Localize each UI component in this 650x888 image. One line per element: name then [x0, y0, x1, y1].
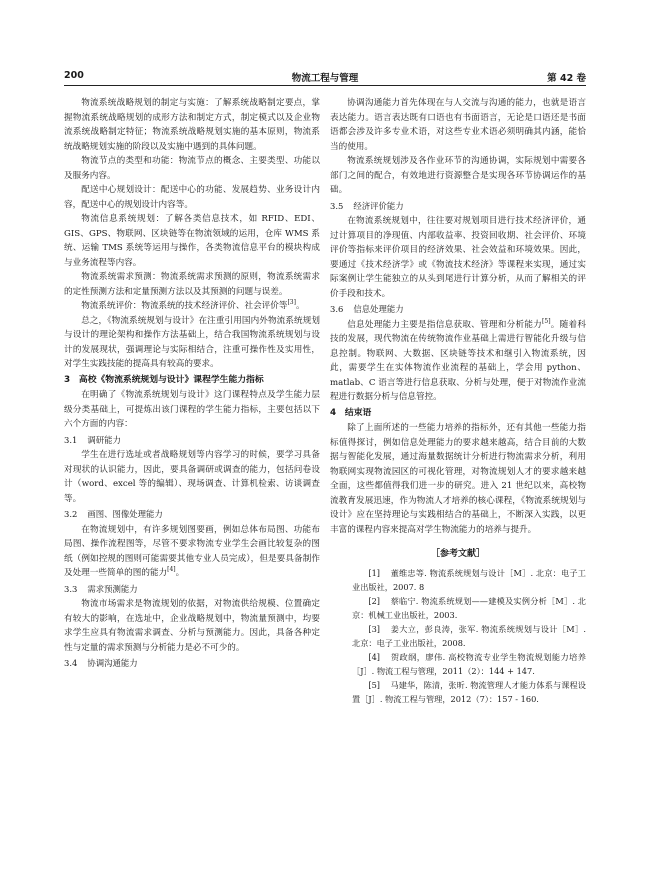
- reference-text: 姜大立，彭良涛，张军. 物流系统规划与设计［M］. 北京：电子工业出版社，2008.: [352, 623, 586, 648]
- paragraph: 物流系统规划涉及各作业环节的沟通协调，实际规划中需要各部门之间的配合，有效地进行资源整合是实现各环节协调运作的基础。: [330, 156, 586, 195]
- reference-number: [3]: [368, 623, 380, 634]
- subsection-3-5-heading: [330, 199, 586, 214]
- paragraph: 除了上面所述的一些能力培养的指标外，还有其他一些能力指标值得探讨，例如信息处理能力的要求越来越高，结合目前的大数据与智能化发展，通过海量数据统计分析进行物流需求分析，利用物联网实现物流园区的可视化管理，对物流规划人才的要求越来越全面，这些都值得我们进一步的研究。进入 21 世纪以来，高校物流教育发展迅速，作为物流人才培养的核心课程，《物流系统规划与设计》应在坚持理论与实践相结合的基础上，不断深入实践，以更丰富的课程内容来提高对学生物流能力的培养与提升。: [330, 423, 586, 535]
- reference-number: [4]: [368, 651, 380, 662]
- punctuation: 。: [295, 301, 305, 311]
- paragraph: 在明确了《物流系统规划与设计》这门课程特点及学生能力层级分类基础上，可提炼出该门课程的学生能力指标，主要包括以下六个方面的内容：: [64, 390, 320, 429]
- citation: [5]: [542, 317, 551, 325]
- journal-title: 物流工程与管理: [291, 73, 359, 84]
- paragraph: 物流系统需求预测：物流系统需求预测的原则，物流系统需求的定性预测方法和定量预测方法以及其预测的问题与误差。: [64, 272, 320, 297]
- reference-number: [5]: [368, 679, 380, 690]
- subsection-title: 信息处理能力: [353, 304, 404, 314]
- reference-text: 贺政纲，廖伟. 高校物流专业学生物流规划能力培养［J］. 物流工程与管理，2011（2）：144 + 147.: [352, 651, 586, 676]
- paragraph: 物流信息系统规划：了解各类信息技术，如 RFID、EDI、GIS、GPS、物联网、区块链等在物流领域的运用，仓库 WMS 系统、运输 TMS 系统等运用与操作，各类物流信息平台的模块构成与业务流程等内容。: [64, 214, 320, 268]
- subsection-3-1-heading: [64, 433, 320, 448]
- subsection-number: 3.2: [64, 509, 78, 519]
- citation: [4]: [167, 566, 176, 574]
- paragraph-text: 物流系统评价：物流系统的技术经济评价、社会评价等: [81, 301, 288, 311]
- citation: [3]: [287, 299, 296, 307]
- reference-number: [2]: [368, 595, 380, 606]
- subsection-title: 协调沟通能力: [87, 658, 138, 668]
- volume-label: 第 42 卷: [547, 73, 586, 84]
- page-header: [64, 69, 586, 86]
- subsection-title: 画图、图像处理能力: [87, 509, 163, 519]
- subsection-number: 3.4: [64, 658, 78, 668]
- paragraph: 在物流系统规划中，往往要对规划项目进行技术经济评价，通过计算项目的净现值、内部收益率、投资回收期、社会评价、环境评价等指标来评价项目的经济效果、社会效益和环境效果。因此，要通过《技术经济学》或《物流技术经济》等课程来实现，通过实际案例让学生能独立的从头到尾进行计算分析，从而了解相关的评价手段和技术。: [330, 216, 586, 299]
- reference-item: [330, 650, 586, 678]
- paragraph: [330, 318, 586, 405]
- subsection-title: 调研能力: [87, 434, 121, 445]
- paragraph: [64, 299, 320, 314]
- reference-item: [330, 678, 586, 706]
- reference-text: 蔡临宁. 物流系统规划——建模及实例分析［M］. 北京：机械工业出版社，2003.: [352, 595, 586, 620]
- left-column: [64, 96, 320, 672]
- section-3-heading: 3 高校《物流系统规划与设计》课程学生能力指标: [64, 374, 264, 385]
- punctuation: 。: [175, 568, 185, 578]
- reference-text: 马建华，陈清，张昕. 物流管理人才能力体系与课程设置［J］. 物流工程与管理，2012（7）：157 - 160.: [352, 679, 586, 704]
- paragraph: 物流系统战略规划的制定与实施：了解系统战略制定要点，掌握物流系统战略规划的成形方法和制定方式，制定模式以及企业物流系统战略制定特征；物流系统战略规划实施的基本原则，物流系统战略规划实施的阶段以及实施中遇到的具体问题。: [64, 98, 320, 152]
- paragraph: 物流市场需求是物流规划的依据，对物流供给规模、位置确定有较大的影响，在选址中，企业战略规划中，物流量预测中，均要求学生应具有物流需求调查、分析与预测能力。因此，具备各种定性与定量的需求预测与分析能力是必不可少的。: [64, 599, 320, 653]
- subsection-number: 3.5: [330, 200, 344, 211]
- paragraph: 协调沟通能力首先体现在与人交流与沟通的能力，也就是语言表达能力。语言表达既有口语也有书面语言，无论是口语还是书面语都会涉及许多专业术语，对这些专业术语必须明确其内涵，能恰当的使用。: [330, 98, 586, 152]
- subsection-3-6-heading: [330, 302, 586, 317]
- reference-item: [330, 566, 586, 594]
- subsection-3-4-heading: [64, 656, 320, 671]
- paragraph: 物流节点的类型和功能：物流节点的概念、主要类型、功能以及服务内容。: [64, 156, 320, 181]
- subsection-3-3-heading: [64, 582, 320, 597]
- section-4-heading: 4 结束语: [330, 407, 372, 418]
- paragraph: 学生在进行选址或者战略规划等内容学习的时候，要学习具备对现状的认识能力，因此，要具备调研或调查的能力，包括问卷设计（word、excel 等的编辑）、现场调查、计算机检索、访谈调查等。: [64, 450, 320, 504]
- reference-number: [1]: [368, 567, 380, 578]
- references-heading: ［参考文献］: [430, 549, 485, 559]
- paragraph: 总之，《物流系统规划与设计》在注重引用国内外物流系统规划与设计的理论架构和操作方法基础上，结合我国物流系统规划与设计的发展现状，强调理论与实际相结合，注重可操作性及实用性，对学生实践技能的提高具有较高的要求。: [64, 315, 320, 369]
- subsection-number: 3.1: [64, 434, 78, 445]
- paragraph-text: 信息处理能力主要是指信息获取、管理和分析能力: [347, 319, 543, 330]
- subsection-number: 3.3: [64, 583, 78, 594]
- paragraph-text: 。随着科技的发展，现代物流在传统物流作业基础上需进行智能化升级与信息控制。物联网、大数据、区块链等技术和继引入物流系统，因此，需要学生在实体物流作业流程的基础上，学会用 python、matlab、C 语言等进行信息获取、分析与处理，便于对物流作业流程进行数据分析与信息管控。: [330, 319, 586, 402]
- reference-item: [330, 622, 586, 650]
- paragraph: 配送中心规划设计：配送中心的功能、发展趋势、业务设计内容，配送中心的规划设计内容等。: [64, 185, 320, 210]
- reference-text: 董维忠等. 物流系统规划与设计［M］. 北京：电子工业出版社，2007. 8: [352, 567, 586, 592]
- page-number: 200: [64, 70, 84, 81]
- reference-item: [330, 594, 586, 622]
- paragraph-text: 在物流规划中，有许多规划图要画，例如总体布局图、功能布局图、操作流程图等，尽管不要求物流专业学生会画比较复杂的图纸（例如控规的图则可能需要其他专业人员完成），但是要具备制作及处理一些简单的图的能力: [64, 524, 320, 578]
- subsection-number: 3.6: [330, 304, 344, 314]
- paragraph: [64, 523, 320, 581]
- subsection-title: 经济评价能力: [353, 200, 404, 211]
- subsection-title: 需求预测能力: [87, 583, 138, 594]
- right-column: [330, 96, 586, 706]
- subsection-3-2-heading: [64, 507, 320, 522]
